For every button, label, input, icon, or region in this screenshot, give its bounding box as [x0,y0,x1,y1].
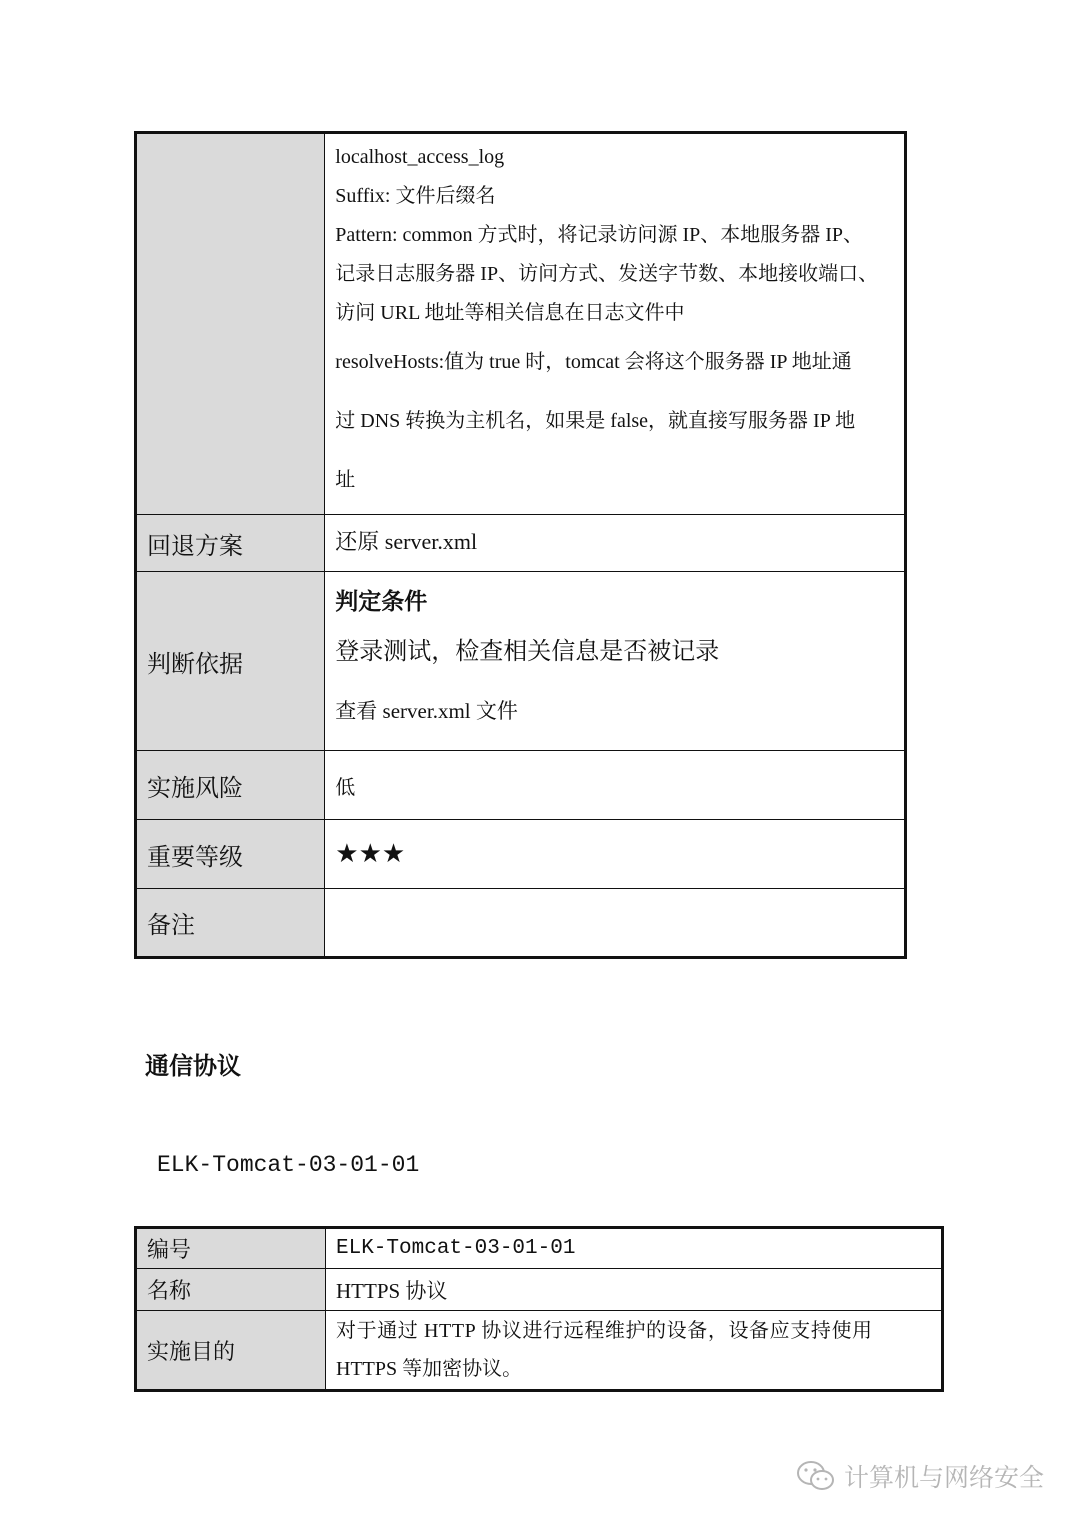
wechat-icon [796,1459,836,1493]
https-protocol-table [134,1226,944,1392]
rollback-value: 还原 server.xml [325,515,906,572]
name-label: 名称 [136,1269,326,1311]
config-table-continued [134,131,907,959]
detail-line-7: 过 DNS 转换为主机名，如果是 false，就直接写服务器 IP 地 [335,410,856,432]
judgement-line-1: 登录测试，检查相关信息是否被记录 [335,639,720,665]
detail-line-3: Pattern: common 方式时，将记录访问源 IP、本地服务器 IP、 [335,224,864,246]
detail-line-8: 址 [335,469,356,491]
watermark [796,1458,1044,1494]
table-row-judgement [136,572,906,751]
risk-label: 实施风险 [136,751,325,820]
table-row-risk [136,751,906,820]
name-value: HTTPS 协议 [326,1269,943,1311]
detail-line-4: 记录日志服务器 IP、访问方式、发送字节数、本地接收端口、 [335,263,879,285]
detail-value-cell [325,133,906,515]
table-row-name [136,1269,943,1311]
remarks-value [325,889,906,958]
table-row-importance [136,820,906,889]
purpose-line-2: HTTPS 等加密协议。 [336,1358,523,1380]
detail-line-5: 访问 URL 地址等相关信息在日志文件中 [335,302,685,324]
detail-line-6: resolveHosts:值为 true 时，tomcat 会将这个服务器 IP 地址通 [335,351,852,373]
table-row-rollback [136,515,906,572]
table-row-purpose [136,1311,943,1391]
purpose-label: 实施目的 [136,1311,326,1391]
item-id-heading: ELK-Tomcat-03-01-01 [157,1152,420,1178]
purpose-line-1: 对于通过 HTTP 协议进行远程维护的设备，设备应支持使用 [336,1320,873,1342]
judgement-line-2: 查看 server.xml 文件 [335,699,518,723]
importance-stars: ★★★ [325,820,906,889]
purpose-value [326,1311,943,1391]
table-row-number [136,1228,943,1269]
importance-label: 重要等级 [136,820,325,889]
judgement-value [325,572,906,751]
judgement-heading: 判定条件 [335,589,428,615]
rollback-label: 回退方案 [136,515,325,572]
table-row-remarks [136,889,906,958]
risk-value: 低 [325,751,906,820]
number-label: 编号 [136,1228,326,1269]
number-value: ELK-Tomcat-03-01-01 [326,1228,943,1269]
table-row-detail [136,133,906,515]
detail-label-cell [136,133,325,515]
detail-line-2: Suffix: 文件后缀名 [335,185,496,207]
judgement-label: 判断依据 [136,572,325,751]
detail-line-1: localhost_access_log [335,146,505,168]
watermark-text: 计算机与网络安全 [843,1463,1044,1492]
section-heading: 通信协议 [145,1052,241,1080]
remarks-label: 备注 [136,889,325,958]
